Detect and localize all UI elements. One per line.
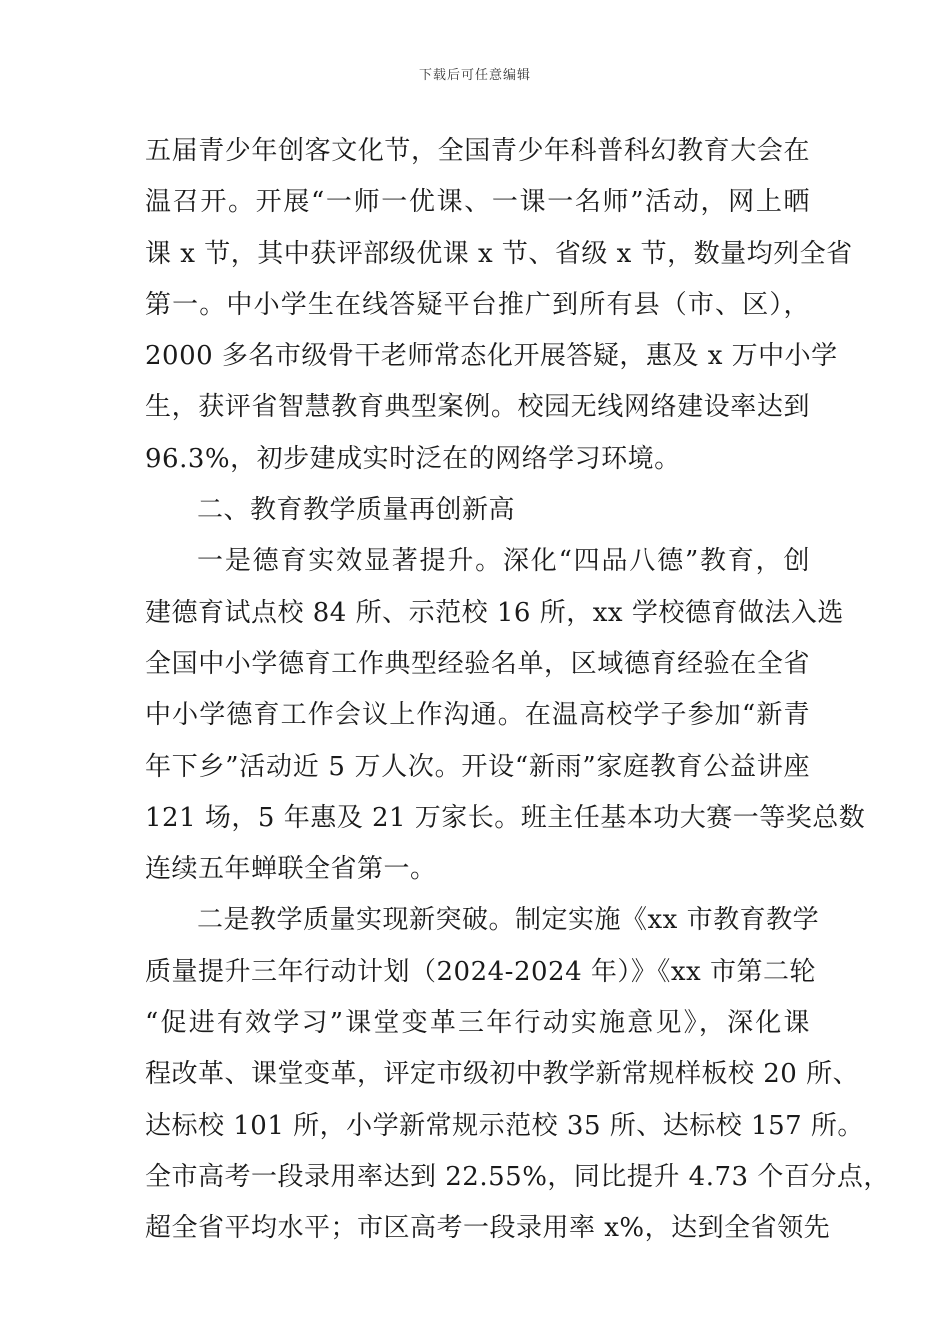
text-line: 达标校 101 所，小学新常规示范校 35 所、达标校 157 所。 <box>145 1110 864 1141</box>
paragraph-3 <box>145 895 890 1254</box>
text-line: 全市高考一段录用率达到 22.55%，同比提升 4.73 个百分点， <box>145 1161 890 1192</box>
paragraph-1 <box>145 126 853 485</box>
text-line: 121 场，5 年惠及 21 万家长。班主任基本功大赛一等奖总数 <box>145 802 866 833</box>
text-line: 年下乡”活动近 5 万人次。开设“新雨”家庭教育公益讲座 <box>145 751 810 782</box>
text-line: 课 x 节，其中获评部级优课 x 节、省级 x 节，数量均列全省 <box>145 238 853 269</box>
text-line: 质量提升三年行动计划（2024-2024 年）》《xx 市第二轮 <box>145 956 816 987</box>
document-body <box>145 126 890 1255</box>
text-line: 2000 多名市级骨干老师常态化开展答疑，惠及 x 万中小学 <box>145 341 838 372</box>
section-heading-text: 二、教育教学质量再创新高 <box>197 495 516 526</box>
text-line: 96.3%，初步建成实时泛在的网络学习环境。 <box>145 443 681 474</box>
text-line: 生，获评省智慧教育典型案例。校园无线网络建设率达到 <box>145 392 810 423</box>
text-line: 五届青少年创客文化节，全国青少年科普科幻教育大会在 <box>145 136 810 166</box>
text-line: 一是德育实效显著提升。深化“四品八德”教育，创 <box>197 546 810 577</box>
paragraph-2 <box>145 536 866 895</box>
text-line: 二是教学质量实现新突破。制定实施《xx 市教育教学 <box>197 905 820 936</box>
text-line: 全国中小学德育工作典型经验名单，区域德育经验在全省 <box>145 648 810 679</box>
text-line: 超全省平均水平；市区高考一段录用率 x%，达到全省领先 <box>145 1213 831 1244</box>
page-header: 下载后可任意编辑 <box>418 68 531 83</box>
text-line: 连续五年蝉联全省第一。 <box>145 854 437 885</box>
text-line: 温召开。开展“一师一优课、一课一名师”活动，网上晒 <box>145 187 810 218</box>
text-line: 建德育试点校 84 所、示范校 16 所，xx 学校德育做法入选 <box>145 597 844 628</box>
text-line: 中小学德育工作会议上作沟通。在温高校学子参加“新青 <box>145 700 810 731</box>
text-line: 第一。中小学生在线答疑平台推广到所有县（市、区）， <box>145 289 810 320</box>
text-line: “促进有效学习”课堂变革三年行动实施意见》，深化课 <box>145 1008 810 1039</box>
section-heading <box>145 485 810 536</box>
text-line: 程改革、课堂变革，评定市级初中教学新常规样板校 20 所、 <box>145 1059 860 1090</box>
